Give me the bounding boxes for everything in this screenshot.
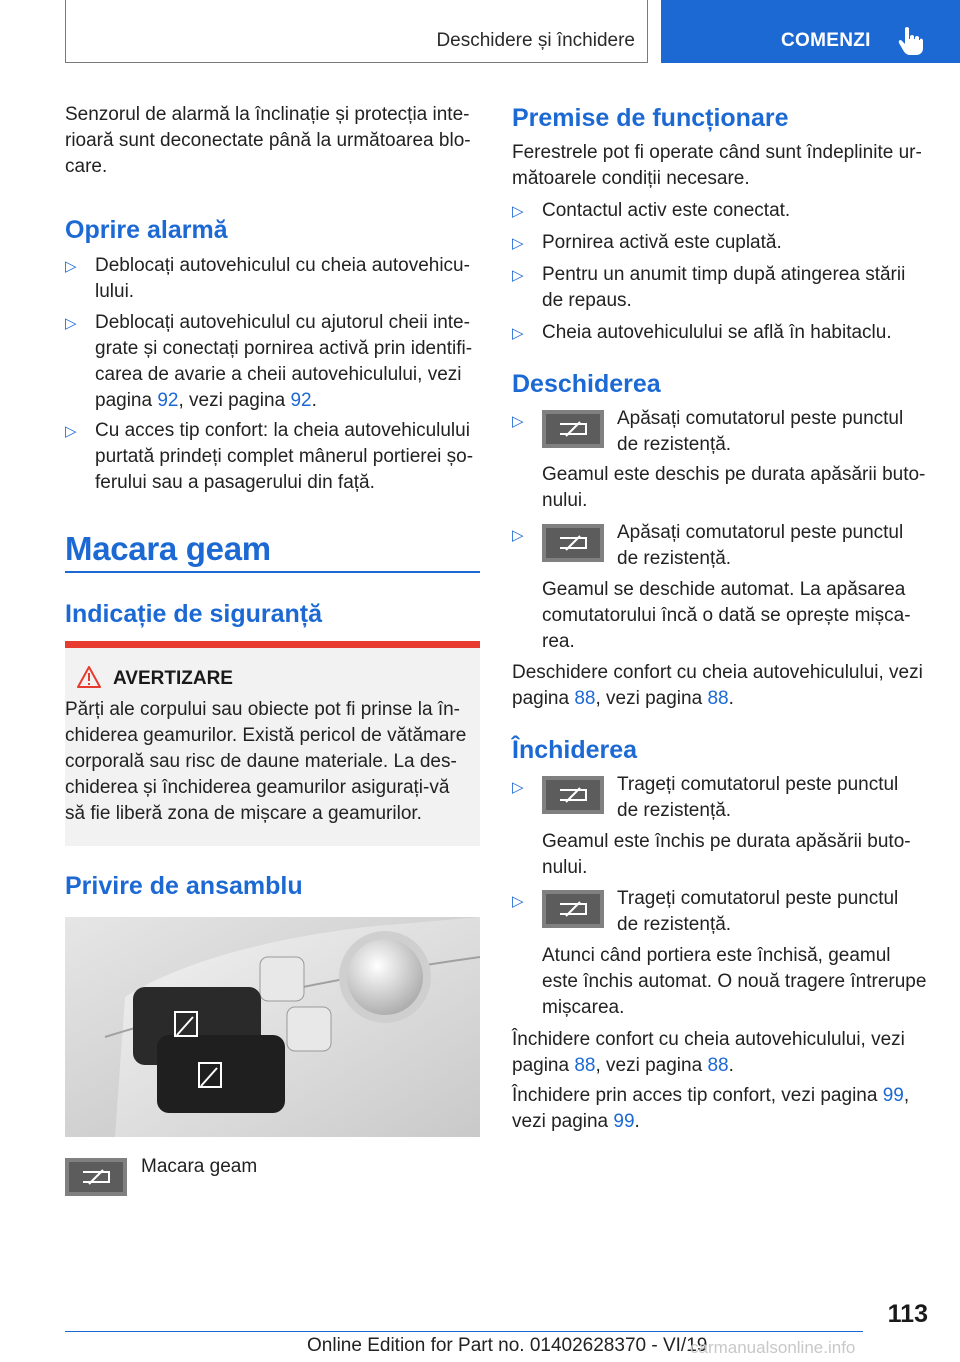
heading-rule [65, 571, 480, 573]
list-item-text: Cheia autovehiculului se află în habitaclu. [542, 322, 892, 343]
window-switch-photo [65, 917, 480, 1137]
page-link[interactable]: 88 [574, 688, 596, 709]
tab-comenzi-label: COMENZI [781, 30, 871, 51]
close-result-text: Geamul este închis pe durata apăsării buto- nului. [542, 831, 911, 878]
bullet-icon: ▷ [512, 235, 524, 252]
close-comfort-note: Închidere confort cu cheia autovehiculului, vezi pagina 88, vezi pagina 88. [512, 1029, 905, 1076]
overview-heading: Privire de ansamblu [65, 872, 303, 900]
main-heading: Macara geam [65, 530, 271, 567]
open-comfort-note: Deschidere confort cu cheia autovehiculului, vezi pagina 88, vezi pagina 88. [512, 662, 923, 709]
warning-text: Părți ale corpului sau obiecte pot fi prinse la în- chiderea geamurilor. Există pericol de vătămare corporală sau risc de daune materiale. La des- chiderea și închiderea geamurilor asigurați-vă să fie liberă zona de mișcare a geamurilor. [65, 699, 467, 824]
open-heading: Deschiderea [512, 370, 661, 398]
bullet-icon: ▷ [65, 315, 77, 332]
window-switch-icon [542, 890, 604, 928]
premise-intro: Ferestrele pot fi operate când sunt îndeplinite ur- mătoarele condiții necesare. [512, 142, 922, 189]
window-switch-icon [65, 1158, 127, 1196]
list-item-text: Deblocați autovehiculul cu ajutorul cheii inte- grate și conectați pornirea activă prin identifi- carea de avarie a cheii autovehiculului, vezi pagina 92, vezi pagina 92. [95, 312, 473, 411]
close-access-note: Închidere prin acces tip confort, vezi pagina 99, vezi pagina 99. [512, 1085, 910, 1132]
hand-pointer-icon [897, 26, 923, 56]
page-link[interactable]: 99 [613, 1111, 635, 1132]
warning-box [65, 648, 480, 846]
window-switch-photo-graphic [65, 917, 480, 1137]
warning-bar [65, 641, 480, 648]
header-frame [65, 0, 648, 63]
bullet-icon: ▷ [512, 893, 524, 910]
tab-comenzi[interactable] [661, 0, 960, 63]
bullet-icon: ▷ [65, 423, 77, 440]
page-link[interactable]: 88 [574, 1055, 596, 1076]
page-link[interactable]: 88 [707, 1055, 729, 1076]
list-item-text: Deblocați autovehiculul cu cheia autovehicu- lului. [95, 255, 470, 302]
bullet-icon: ▷ [512, 203, 524, 220]
section-title: Deschidere și închidere [436, 30, 635, 51]
open-result-text: Geamul este deschis pe durata apăsării buto- nului. [542, 464, 926, 511]
list-item-text: Pentru un anumit timp după atingerea stării de repaus. [542, 264, 906, 311]
bullet-icon: ▷ [512, 267, 524, 284]
list-item-text: Contactul activ este conectat. [542, 200, 791, 221]
close-action-text: Trageți comutatorul peste punctul de rezistență. [617, 888, 899, 935]
warning-triangle-icon [77, 666, 101, 688]
safety-heading: Indicație de siguranță [65, 600, 323, 628]
page-link[interactable]: 92 [290, 390, 312, 411]
bullet-icon: ▷ [512, 779, 524, 796]
page-link[interactable]: 99 [882, 1085, 904, 1106]
page-link[interactable]: 92 [157, 390, 179, 411]
close-heading: Închiderea [512, 736, 638, 764]
page-number: 113 [887, 1300, 928, 1328]
window-switch-icon [542, 776, 604, 814]
footer-rule [65, 1331, 863, 1332]
window-switch-icon [542, 524, 604, 562]
alarm-stop-heading: Oprire alarmă [65, 216, 228, 244]
photo-caption: Macara geam [141, 1156, 258, 1177]
page-link[interactable]: 88 [707, 688, 729, 709]
window-switch-icon [542, 410, 604, 448]
open-action-text: Apăsați comutatorul peste punctul de rezistență. [617, 522, 904, 569]
premise-heading: Premise de funcționare [512, 104, 789, 132]
edition-text: Online Edition for Part no. 01402628370 - VI/19 [307, 1335, 708, 1356]
watermark: carmanualsonline.info [690, 1338, 856, 1357]
close-result-text: Atunci când portiera este închisă, geamul este închis automat. O nouă tragere întrerupe mișcarea. [542, 945, 927, 1018]
intro-paragraph: Senzorul de alarmă la înclinație și protecția inte- rioară sunt deconectate până la următoarea blo- care. [65, 104, 471, 177]
open-action-text: Apăsați comutatorul peste punctul de rezistență. [617, 408, 904, 455]
close-action-text: Trageți comutatorul peste punctul de rezistență. [617, 774, 899, 821]
open-result-text: Geamul se deschide automat. La apăsarea comutatorului încă o dată se oprește mișca- rea. [542, 579, 911, 652]
bullet-icon: ▷ [65, 258, 77, 275]
list-item-text: Pornirea activă este cuplată. [542, 232, 782, 253]
bullet-icon: ▷ [512, 527, 524, 544]
bullet-icon: ▷ [512, 325, 524, 342]
list-item-text: Cu acces tip confort: la cheia autovehiculului purtată prindeți complet mânerul portierei șo- ferului sau a pasagerului din față. [95, 420, 474, 493]
warning-title: AVERTIZARE [113, 668, 233, 689]
bullet-icon: ▷ [512, 413, 524, 430]
